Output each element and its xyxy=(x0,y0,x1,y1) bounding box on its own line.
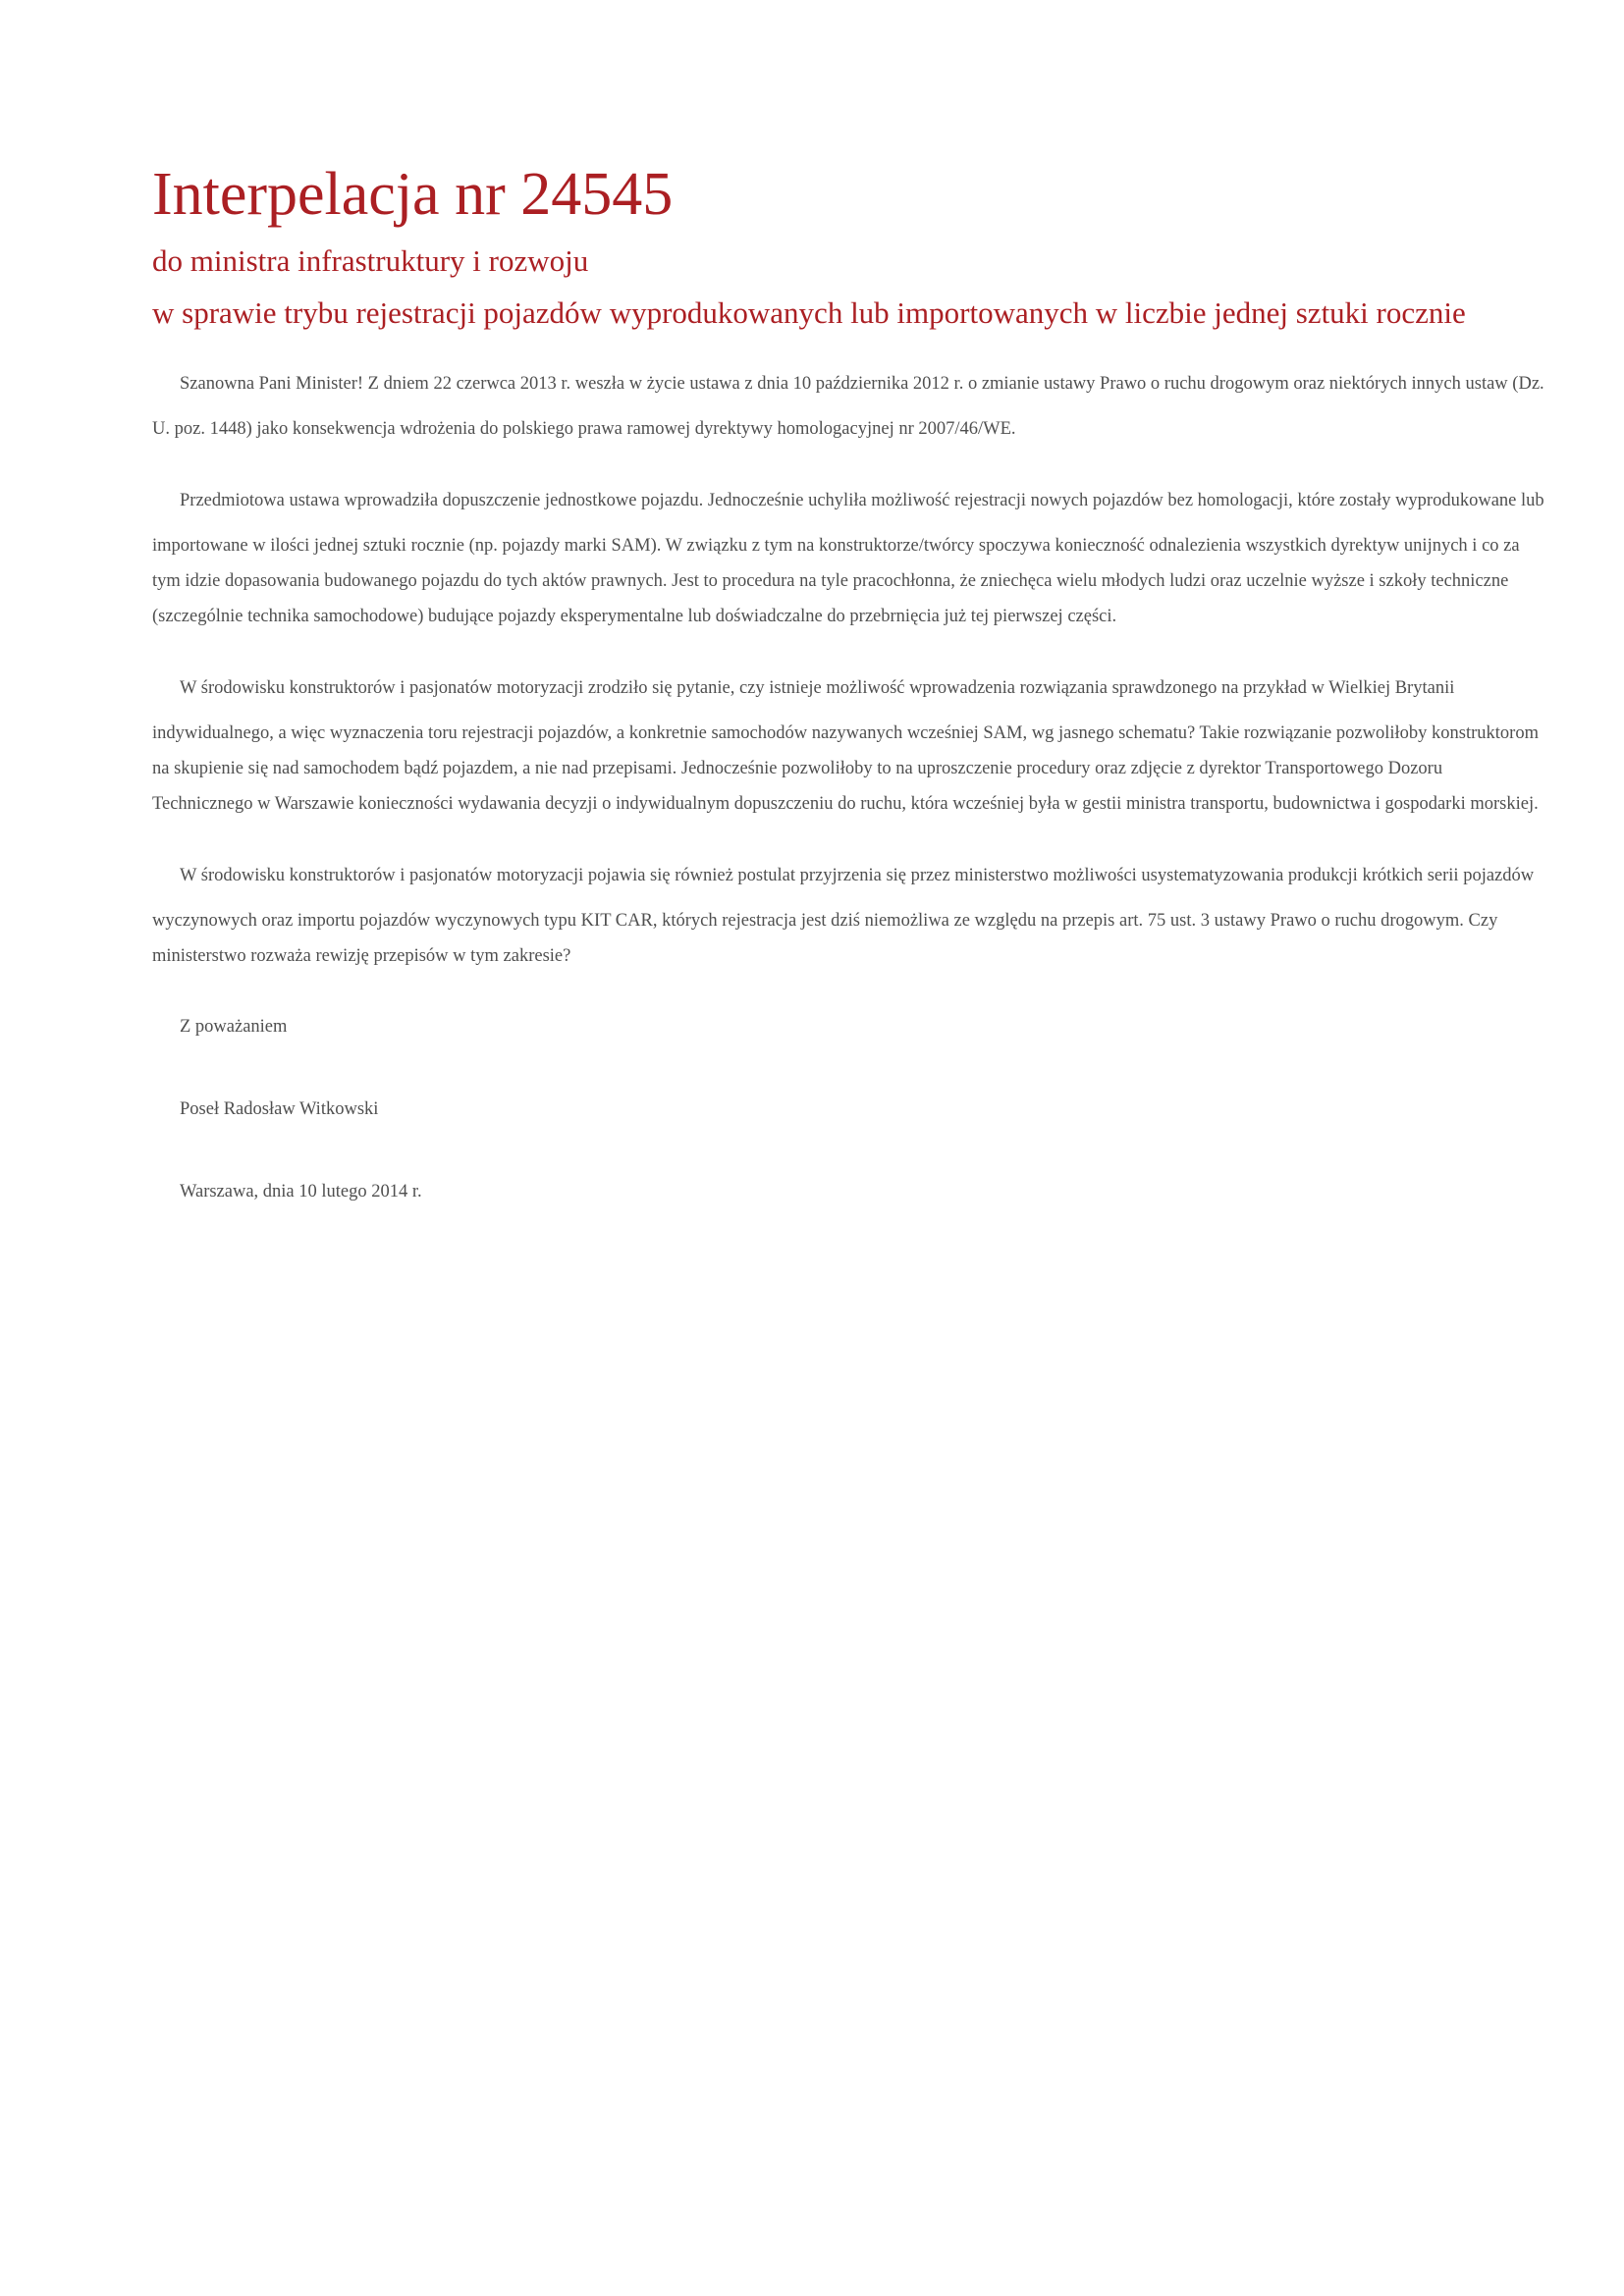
signature-block xyxy=(152,1009,1547,1209)
body-paragraph: W środowisku konstruktorów i pasjonatów motoryzacji zrodziło się pytanie, czy istnieje możliwość wprowadzenia rozwiązania sprawdzonego na przykład w Wielkiej Brytanii indywidualnego, a więc wyznaczenia toru rejestracji pojazdów, a konkretnie samochodów nazywanych wcześniej SAM, wg jasnego schematu? Takie rozwiązanie pozwoliłoby konstruktorom na skupienie się nad samochodem bądź pojazdem, a nie nad przepisami. Jednocześnie pozwoliłoby to na uproszczenie procedury oraz zdjęcie z dyrektor Transportowego Dozoru Technicznego w Warszawie konieczności wydawania decyzji o indywidualnym dopuszczeniu do ruchu, która wcześniej była w gestii ministra transportu, budownictwa i gospodarki morskiej. xyxy=(152,678,1539,815)
signatory-name: Poseł Radosław Witkowski xyxy=(180,1099,379,1120)
document-body xyxy=(152,356,1547,974)
body-paragraph: W środowisku konstruktorów i pasjonatów motoryzacji pojawia się również postulat przyjrzenia się przez ministerstwo możliwości usystematyzowania produkcji krótkich serii pojazdów wyczynowych oraz importu pojazdów wyczynowych typu KIT CAR, których rejestracja jest dziś niemożliwa ze względu na przepis art. 75 ust. 3 ustawy Prawo o ruchu drogowym. Czy ministerstwo rozważa rewizję przepisów w tym zakresie? xyxy=(152,866,1535,967)
page-title: Interpelacja nr 24545 xyxy=(152,161,674,228)
body-paragraph: Szanowna Pani Minister! Z dniem 22 czerwca 2013 r. weszła w życie ustawa z dnia 10 października 2012 r. o zmianie ustawy Prawo o ruchu drogowym oraz niektórych innych ustaw (Dz. U. poz. 1448) jako konsekwencja wdrożenia do polskiego prawa ramowej dyrektywy homologacyjnej nr 2007/46/WE. xyxy=(152,374,1544,440)
addressee-heading: do ministra infrastruktury i rozwoju xyxy=(152,242,589,278)
dateline: Warszawa, dnia 10 lutego 2014 r. xyxy=(180,1182,422,1202)
closing-line: Z poważaniem xyxy=(180,1017,288,1038)
body-paragraph: Przedmiotowa ustawa wprowadziła dopuszczenie jednostkowe pojazdu. Jednocześnie uchyliła możliwość rejestracji nowych pojazdów bez homologacji, które zostały wyprodukowane lub importowane w ilości jednej sztuki rocznie (np. pojazdy marki SAM). W związku z tym na konstruktorze/twórcy spoczywa konieczność odnalezienia wszystkich dyrektyw unijnych i co za tym idzie dopasowania budowanego pojazdu do tych aktów prawnych. Jest to procedura na tyle pracochłonna, że zniechęca wielu młodych ludzi oraz uczelnie wyższe i szkoły techniczne (szczególnie technika samochodowe) budujące pojazdy eksperymentalne lub doświadczalne do przebrnięcia już tej pierwszej części. xyxy=(152,491,1544,627)
subject-heading: w sprawie trybu rejestracji pojazdów wyprodukowanych lub importowanych w liczbie jednej sztuki rocznie xyxy=(152,295,1466,331)
